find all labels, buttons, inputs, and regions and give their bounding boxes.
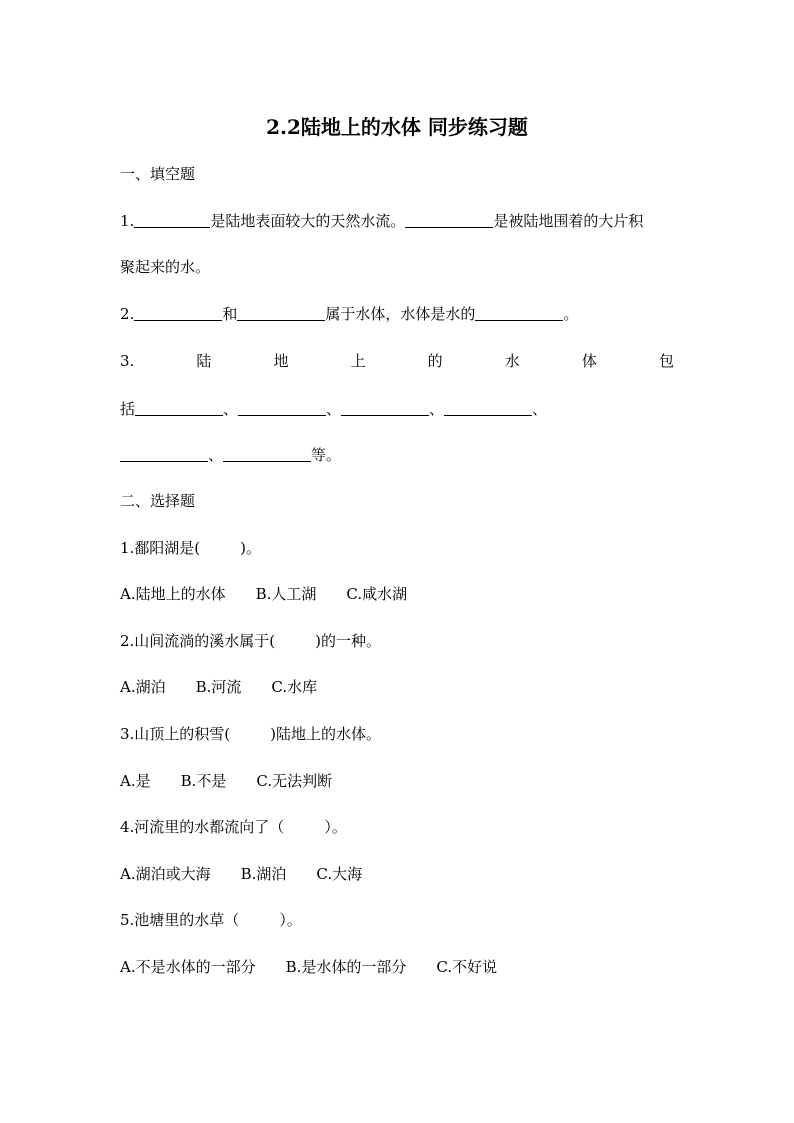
question-stem: 2.山间流淌的溪水属于( — [120, 632, 276, 650]
question-text: 是被陆地围着的大片积 — [493, 212, 644, 230]
question-stem: ）。 — [324, 818, 347, 836]
option-a[interactable]: A.是 — [120, 772, 151, 790]
question-text: 等。 — [311, 446, 342, 464]
section-heading-choice: 二、选择题 — [120, 492, 196, 510]
question-char: 包 — [658, 352, 674, 370]
choice-question-3 — [120, 723, 381, 745]
fill-question-2 — [120, 303, 578, 325]
question-stem: )。 — [240, 539, 262, 557]
answer-blank — [134, 211, 210, 228]
separator: 、 — [326, 400, 342, 418]
fill-question-1-continued: 聚起来的水。 — [120, 258, 211, 276]
question-text: 括 — [120, 400, 136, 418]
answer-blank — [134, 304, 222, 321]
answer-blank — [120, 445, 208, 462]
separator: 、 — [208, 446, 224, 464]
choice-options-3 — [120, 770, 332, 792]
option-b[interactable]: B.不是 — [180, 772, 227, 790]
question-char: 的 — [427, 352, 443, 370]
answer-blank — [444, 399, 532, 416]
option-b[interactable]: B.人工湖 — [255, 585, 317, 603]
question-stem: )陆地上的水体。 — [270, 725, 382, 743]
question-stem: 1.鄱阳湖是( — [120, 539, 201, 557]
option-a[interactable]: A.陆地上的水体 — [120, 585, 226, 603]
question-stem: )的一种。 — [315, 632, 382, 650]
option-c[interactable]: C.水库 — [271, 678, 318, 696]
answer-blank — [405, 211, 493, 228]
question-text: 是陆地表面较大的天然水流。 — [210, 212, 406, 230]
separator: 、 — [429, 400, 445, 418]
fill-question-3 — [120, 350, 674, 372]
option-c[interactable]: C.不好说 — [436, 958, 498, 976]
question-stem: ）。 — [279, 911, 302, 929]
question-text: 属于水体，水体是水的 — [325, 305, 476, 323]
answer-blank — [223, 445, 311, 462]
separator: 、 — [223, 400, 239, 418]
question-number: 1. — [120, 212, 135, 230]
option-a[interactable]: A.湖泊或大海 — [120, 865, 211, 883]
question-char: 陆 — [196, 352, 212, 370]
fill-question-3-line-3 — [120, 444, 341, 466]
option-a[interactable]: A.不是水体的一部分 — [120, 958, 256, 976]
question-number: 2. — [120, 305, 135, 323]
separator: 、 — [532, 400, 548, 418]
choice-question-2 — [120, 630, 381, 652]
question-char: 地 — [273, 352, 289, 370]
choice-options-5 — [120, 956, 497, 978]
option-a[interactable]: A.湖泊 — [120, 678, 166, 696]
choice-options-1 — [120, 583, 407, 605]
answer-blank — [238, 399, 326, 416]
fill-question-1 — [120, 210, 643, 232]
section-heading-fill-in: 一、填空题 — [120, 165, 196, 183]
question-stem: 5.池塘里的水草（ — [120, 911, 240, 929]
choice-options-4 — [120, 863, 362, 885]
fill-question-3-line-2 — [120, 398, 547, 420]
question-text: 和 — [222, 305, 238, 323]
choice-options-2 — [120, 676, 317, 698]
question-text: 。 — [563, 305, 579, 323]
answer-blank — [341, 399, 429, 416]
page-title: 2.2陆地上的水体 同步练习题 — [266, 115, 528, 139]
answer-blank — [237, 304, 325, 321]
question-number: 3. — [120, 352, 135, 370]
option-b[interactable]: B.湖泊 — [240, 865, 287, 883]
answer-blank — [135, 399, 223, 416]
answer-blank — [475, 304, 563, 321]
choice-question-5 — [120, 909, 302, 931]
question-char: 水 — [504, 352, 520, 370]
option-b[interactable]: B.是水体的一部分 — [285, 958, 407, 976]
question-stem: 3.山顶上的积雪( — [120, 725, 231, 743]
choice-question-1 — [120, 537, 261, 559]
question-char: 体 — [581, 352, 597, 370]
option-c[interactable]: C.无法判断 — [256, 772, 333, 790]
option-c[interactable]: C.大海 — [316, 865, 363, 883]
choice-question-4 — [120, 816, 347, 838]
option-b[interactable]: B.河流 — [195, 678, 242, 696]
question-char: 上 — [350, 352, 366, 370]
question-stem: 4.河流里的水都流向了（ — [120, 818, 285, 836]
option-c[interactable]: C.咸水湖 — [346, 585, 408, 603]
